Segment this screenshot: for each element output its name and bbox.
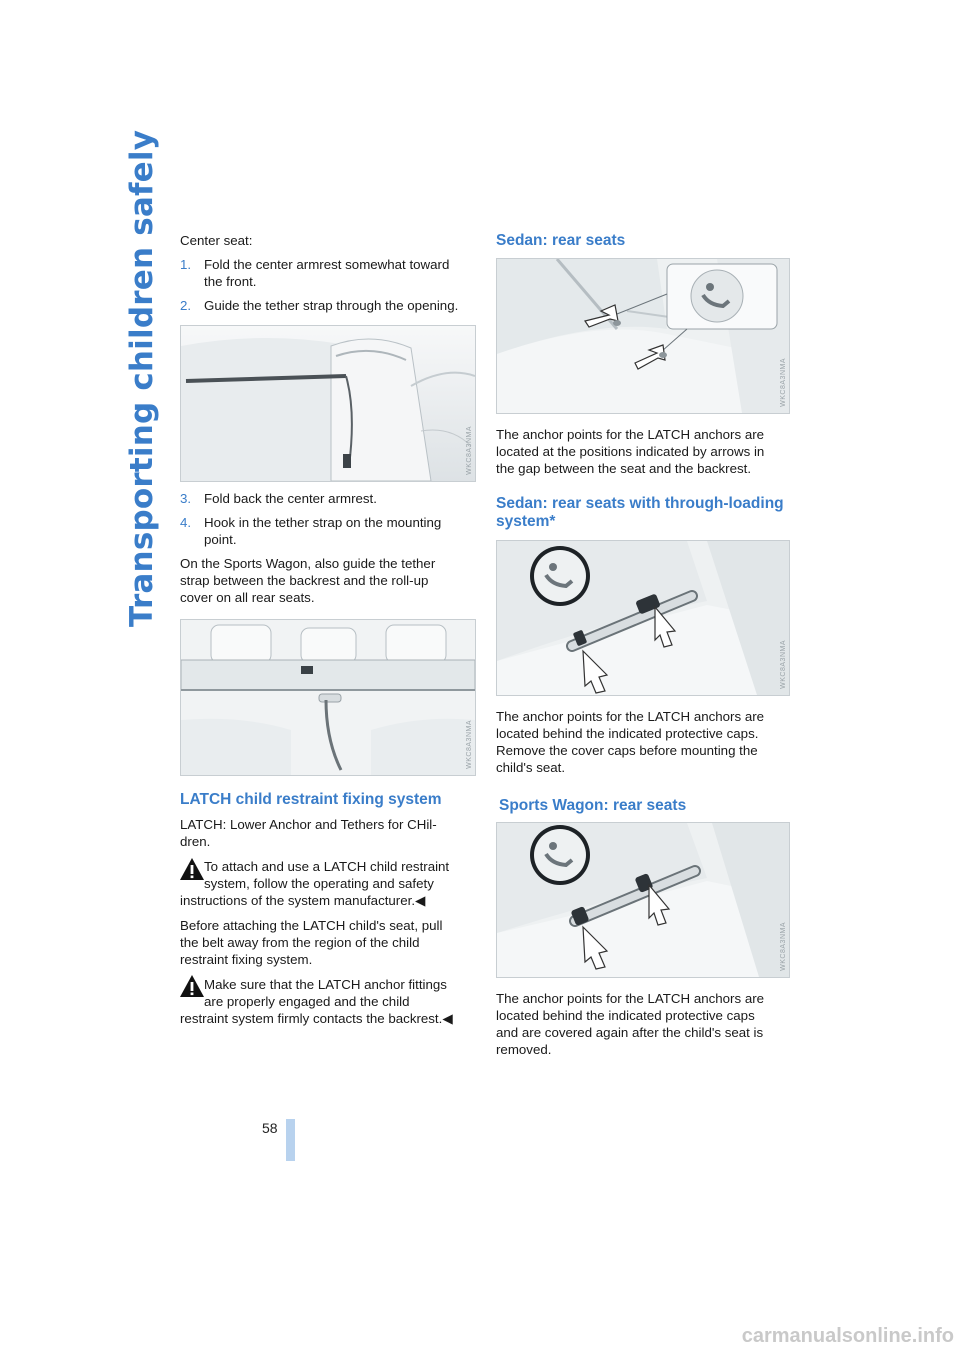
text-line: The anchor points for the LATCH anchors are [496, 709, 765, 724]
wagon-heading: Sports Wagon: rear seats [499, 797, 687, 814]
text-line: Remove the cover caps before mounting the [496, 743, 758, 758]
figure-armrest-tether [180, 325, 476, 482]
text-line: are properly engaged and the child [204, 994, 410, 1009]
step-text: Guide the tether strap through the opening. [204, 298, 459, 313]
step-text: Fold the center armrest somewhat toward [204, 257, 450, 272]
text-line: LATCH: Lower Anchor and Tethers for CHil- [180, 817, 437, 832]
step-number: 1. [180, 257, 192, 272]
text-line: The anchor points for the LATCH anchors are [496, 991, 765, 1006]
text-line: To attach and use a LATCH child restraint [204, 859, 450, 874]
step-text: Hook in the tether strap on the mounting [204, 515, 442, 530]
text-line: the belt away from the region of the child [180, 935, 420, 950]
text-line: Make sure that the LATCH anchor fittings [204, 977, 447, 992]
warning-icon [179, 857, 205, 881]
sedan-rear-seats-heading-block [496, 232, 796, 250]
sedan-seat-illustration [497, 259, 789, 413]
step-number: 3. [180, 491, 192, 506]
text-line: instructions of the system manufacturer.◀ [180, 893, 426, 908]
figure-id: WKC8A3NMA [780, 358, 787, 407]
warning-anchor-fittings [180, 976, 476, 1027]
step-2 [180, 297, 476, 314]
through-loading-heading [496, 495, 796, 531]
armrest-illustration [181, 326, 475, 481]
text-line: removed. [496, 1042, 552, 1057]
step-text: point. [204, 532, 237, 547]
latch-heading: LATCH child restraint fixing system [180, 791, 442, 808]
step-3 [180, 490, 476, 507]
latch-section [180, 791, 476, 1027]
side-title-text: Transporting children safely [124, 129, 160, 627]
figure-id: WKC8A3NMA [780, 922, 787, 971]
text-line: and are covered again after the child's seat is [496, 1025, 764, 1040]
step-4 [180, 514, 476, 548]
wagon-seats-illustration [181, 620, 475, 775]
intro-text: Center seat: [180, 233, 253, 248]
wagon-text-block [496, 990, 796, 1058]
figure-sedan-anchor-points [496, 258, 790, 414]
wagon-note [180, 555, 476, 606]
step-1 [180, 256, 476, 290]
text-line: restraint system firmly contacts the backrest.◀ [180, 1011, 453, 1026]
side-section-title [94, 129, 160, 627]
text-line: child's seat. [496, 760, 566, 775]
before-attach-text [180, 917, 476, 968]
figure-wagon-rollup-cover [180, 619, 476, 776]
step-number: 4. [180, 515, 192, 530]
text-line: located at the positions indicated by arrows in [496, 444, 765, 459]
page-marker-bar [286, 1119, 295, 1161]
figure-id: WKC8A3NMA [780, 640, 787, 689]
footer-watermark: carmanualsonline.info [741, 1325, 954, 1347]
figure-wagon-caps [496, 822, 790, 978]
text-line: dren. [180, 834, 211, 849]
text-line: cover on all rear seats. [180, 590, 315, 605]
left-column [180, 232, 476, 314]
text-line: strap between the backrest and the roll-up [180, 573, 429, 588]
text-line: The anchor points for the LATCH anchors are [496, 427, 765, 442]
warning-latch-instructions [180, 858, 476, 909]
through-text-block [496, 708, 796, 815]
text-line: located behind the indicated protective caps. [496, 726, 759, 741]
step-text: the front. [204, 274, 257, 289]
sedan-heading: Sedan: rear seats [496, 232, 626, 249]
wagon-caps-illustration [497, 823, 789, 977]
text-line: the gap between the seat and the backrest. [496, 461, 752, 476]
through-loading-illustration [497, 541, 789, 695]
sedan-text-block [496, 426, 796, 531]
step-text: Fold back the center armrest. [204, 491, 377, 506]
latch-definition [180, 816, 476, 850]
text-line: On the Sports Wagon, also guide the tether [180, 556, 436, 571]
step-number: 2. [180, 298, 192, 313]
left-column-mid [180, 490, 476, 606]
text-line: located behind the indicated protective caps [496, 1008, 755, 1023]
warning-icon [179, 974, 205, 998]
text-line: system, follow the operating and safety [204, 876, 434, 891]
page-number: 58 [262, 1120, 278, 1136]
text-line: Before attaching the LATCH child's seat, pull [180, 918, 443, 933]
heading-line: Sedan: rear seats with through-loading [496, 495, 784, 512]
figure-id: WKC8A3NMA [466, 720, 473, 769]
figure-id: WKC8A3NMA [466, 426, 473, 475]
figure-through-loading-caps [496, 540, 790, 696]
heading-line: system* [496, 513, 556, 530]
text-line: restraint fixing system. [180, 952, 313, 967]
